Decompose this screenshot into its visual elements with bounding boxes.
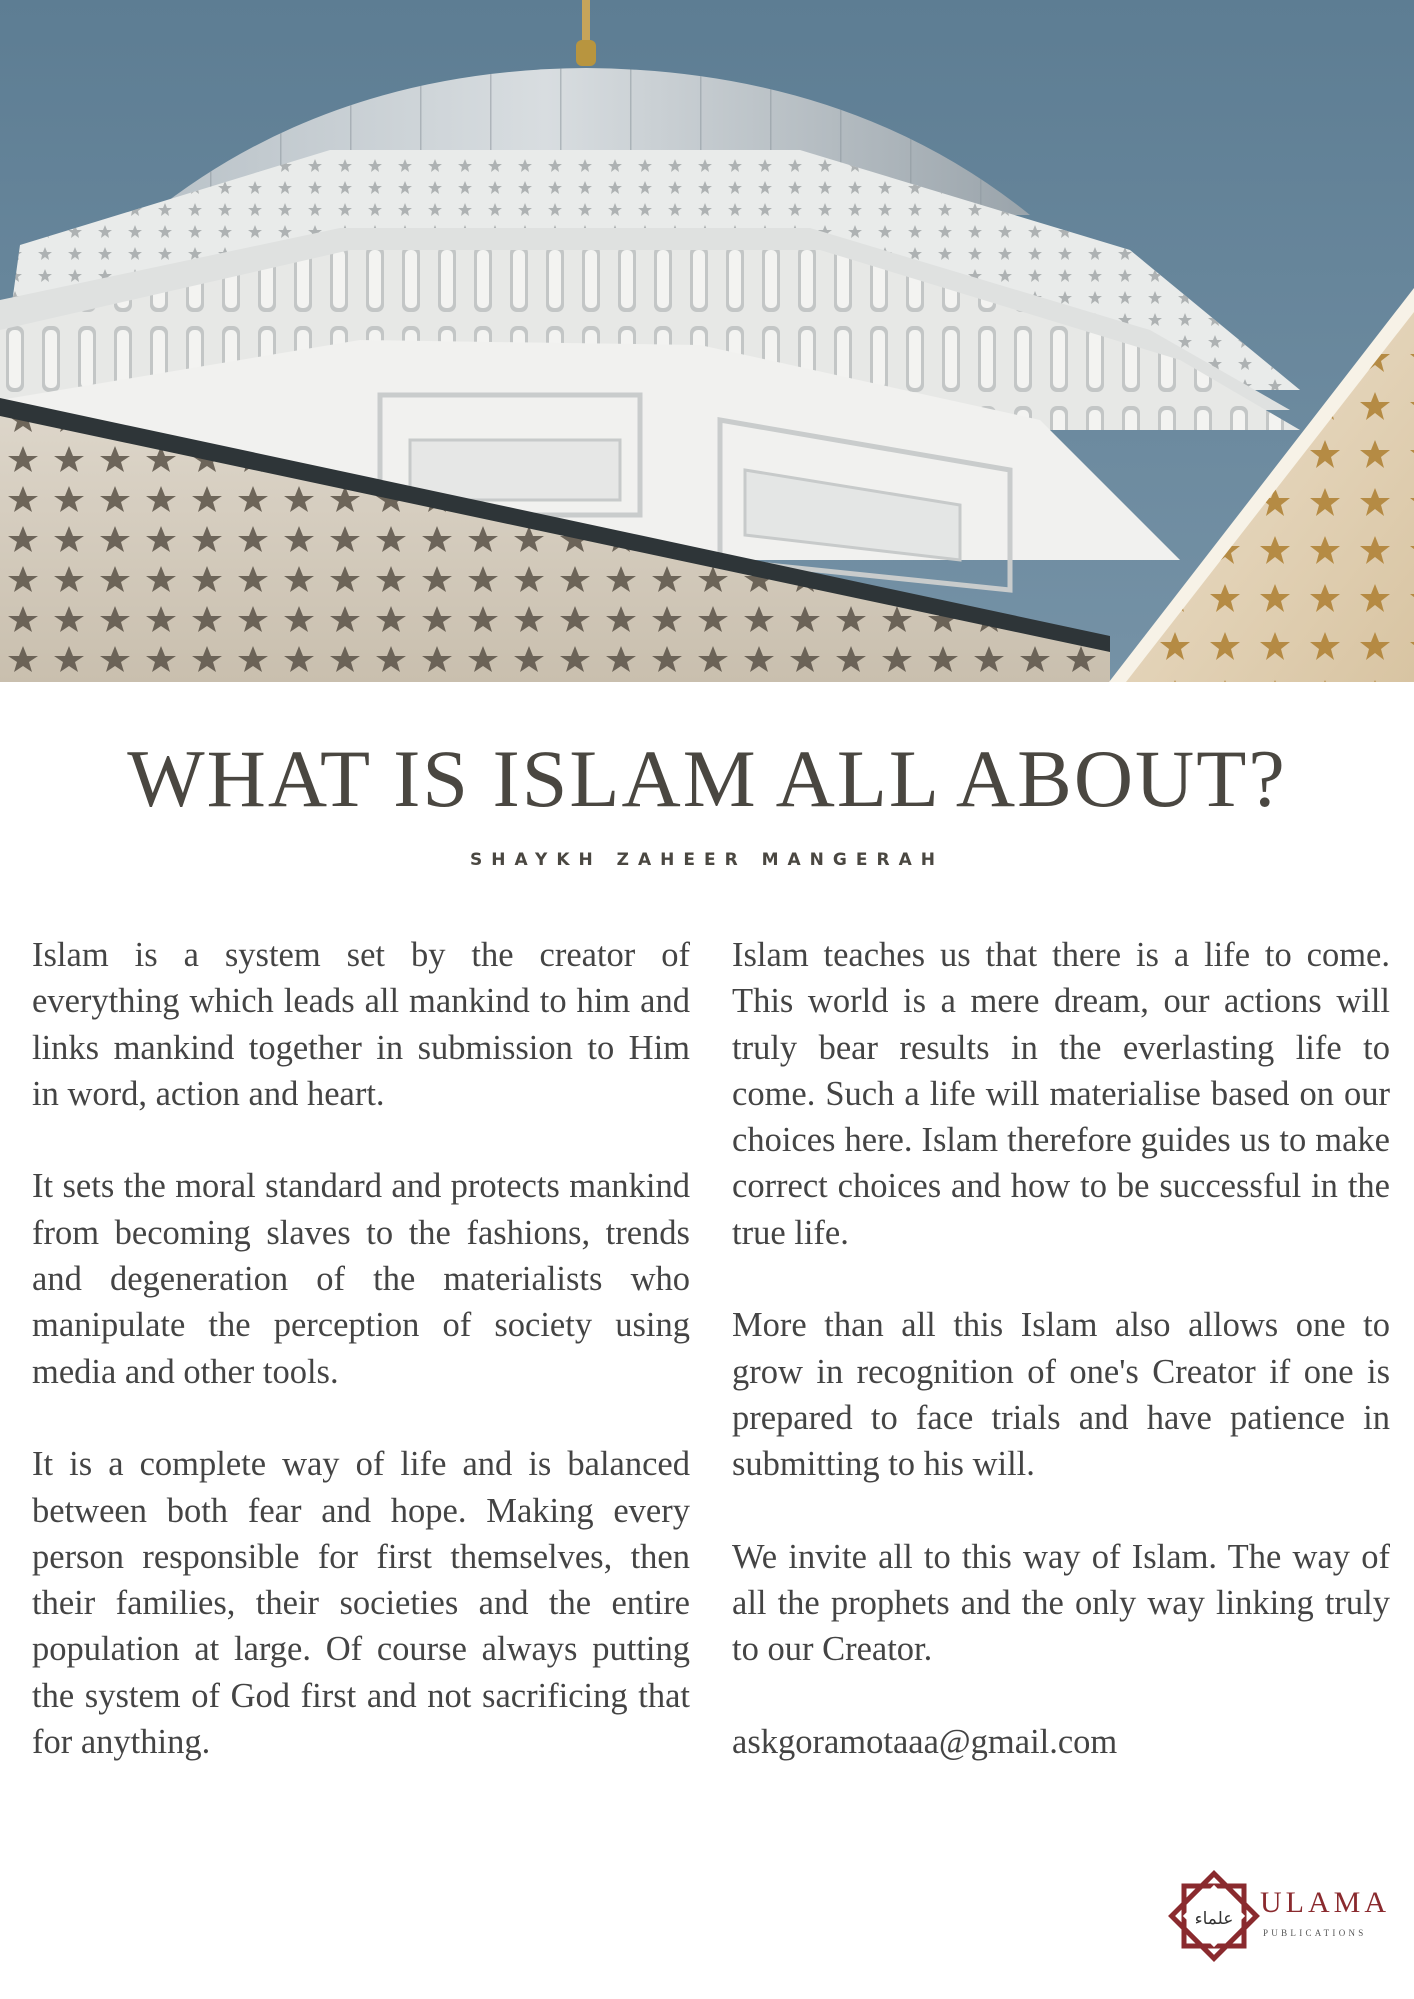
logo-arabic-text: علماء [1194,1909,1234,1929]
author-name: SHAYKH ZAHEER MANGERAH [470,850,944,870]
contact-email[interactable]: askgoramotaaa@gmail.com [732,1723,1118,1762]
eight-point-star-icon [1168,1870,1260,1962]
paragraph: More than all this Islam also allows one to grow in recognition of one's Creator if one is prepared to face trials and have patience in submitting to his will. [732,1306,1390,1484]
hero-image [0,0,1414,682]
ulama-publications-logo [1168,1870,1390,1962]
paragraph: Islam teaches us that there is a life to come. This world is a mere dream, our actions will truly bear results in the everlasting life to come. Such a life will materialise based on our choices here. Islam therefore guides us to make correct choices and how to be successful in the true life. [732,936,1390,1252]
logo-subtitle: PUBLICATIONS [1263,1928,1367,1938]
page-title: WHAT IS ISLAM ALL ABOUT? [127,733,1287,824]
mosque-dome-illustration [0,0,1414,682]
paragraph: Islam is a system set by the creator of everything which leads all mankind to him and links mankind together in submission to Him in word, action and heart. [32,936,690,1113]
paragraph: It is a complete way of life and is balanced between both fear and hope. Making every person responsible for first themselves, then their families, their societies and the entire population at large. Of course always putting the system of God first and not sacrificing that for anything. [32,1445,690,1762]
paragraph: We invite all to this way of Islam. The way of all the prophets and the only way linking truly to our Creator. [732,1537,1390,1669]
left-column [32,932,690,1812]
logo-name: ULAMA [1260,1886,1390,1919]
right-column [732,932,1390,1812]
paragraph: It sets the moral standard and protects mankind from becoming slaves to the fashions, trends and degeneration of the materialists who manipulate the perception of society using media and other tools. [32,1167,690,1391]
